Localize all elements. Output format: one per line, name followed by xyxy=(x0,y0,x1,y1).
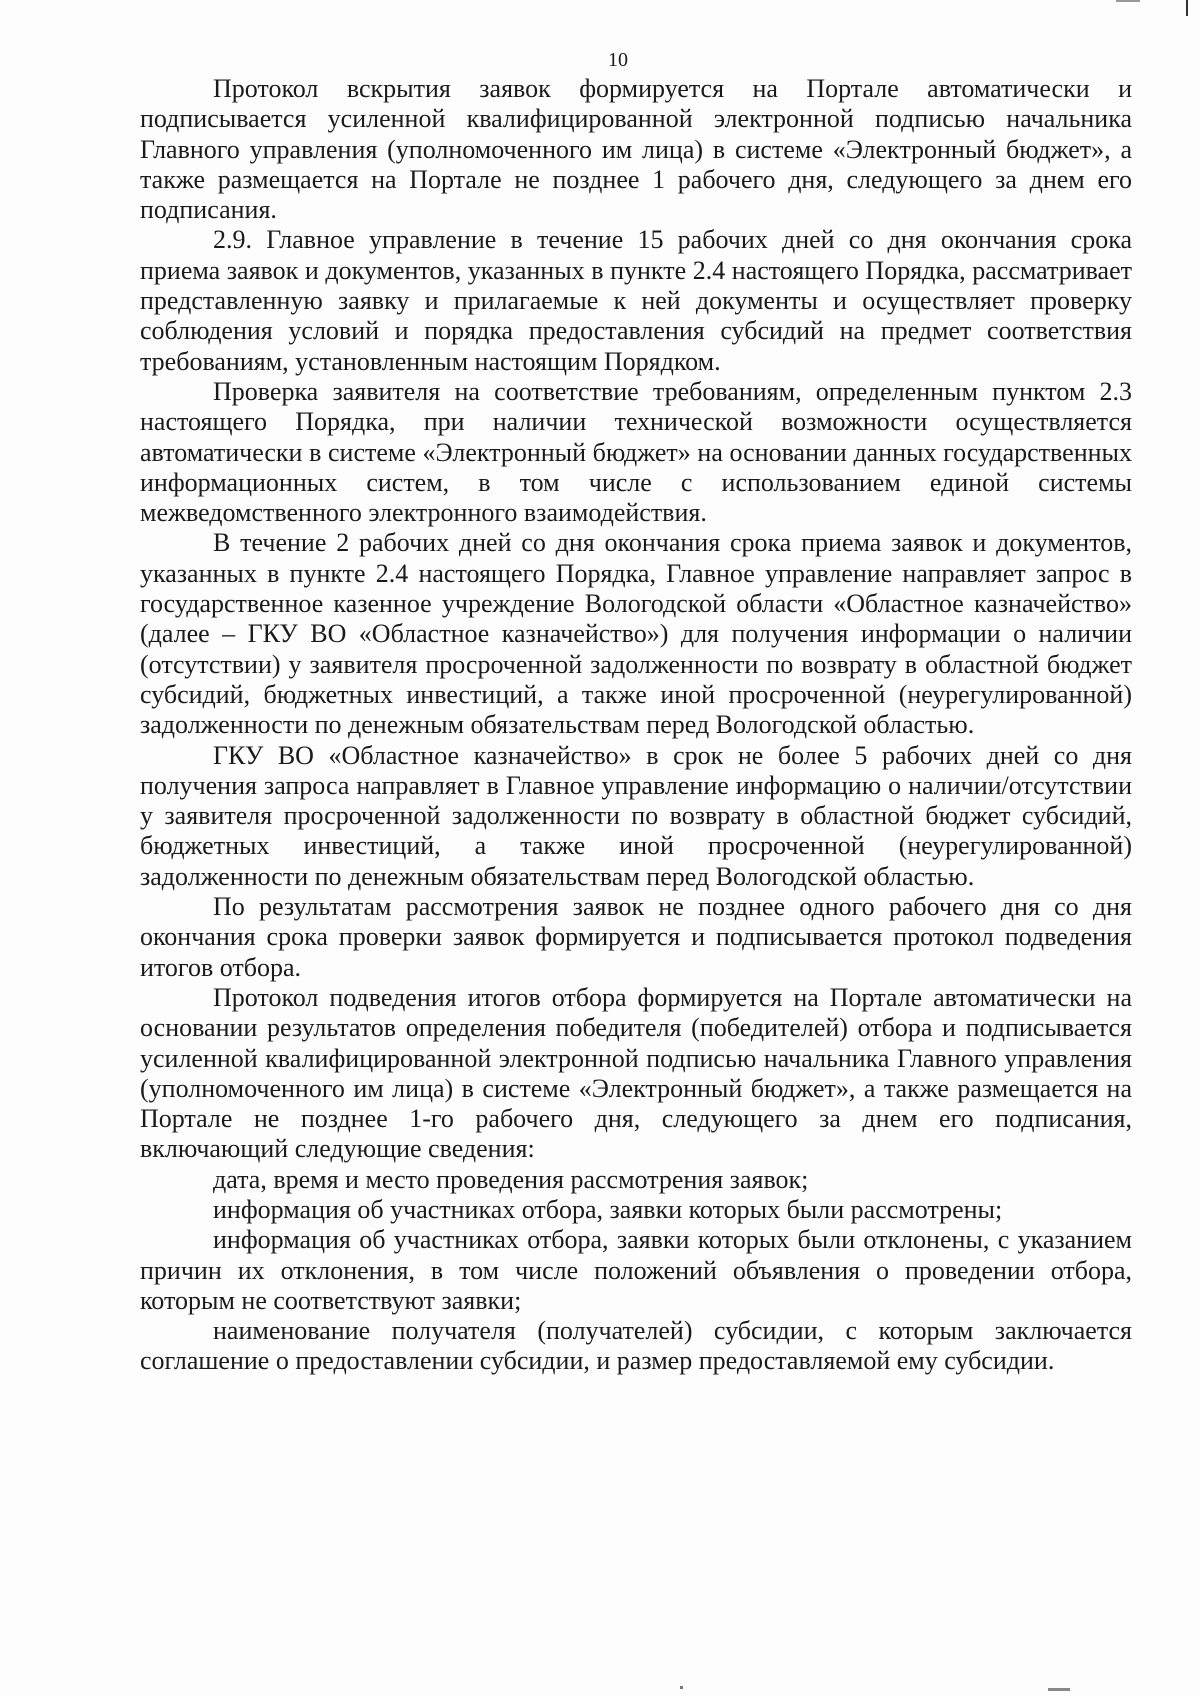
paragraph: Протокол вскрытия заявок формируется на Портале автоматически и подписывается усиленной квалифицированной электронной подписью начальника Главного управления (уполномоченного им лица) в системе «Электронный бюджет», а также размещается на Портале не позднее 1 рабочего дня, следующего за днем его подписания. xyxy=(140,74,1132,225)
list-item: информация об участниках отбора, заявки которых были отклонены, с указанием причин их отклонения, в том числе положений объявления о проведении отбора, которым не соответствуют заявки; xyxy=(140,1225,1132,1315)
list-item: информация об участниках отбора, заявки которых были рассмотрены; xyxy=(213,1194,1003,1224)
scan-artifact xyxy=(1116,0,1140,2)
scan-artifact xyxy=(1186,0,1188,16)
paragraph: 2.9. Главное управление в течение 15 рабочих дней со дня окончания срока приема заявок и документов, указанных в пункте 2.4 настоящего Порядка, рассматривает представленную заявку и прилагаемые к ней документы и осуществляет проверку соблюдения условий и порядка предоставления субсидий на предмет соответствия требованиям, установленным настоящим Порядком. xyxy=(140,225,1132,376)
scan-artifact xyxy=(1048,1688,1070,1691)
paragraph: Проверка заявителя на соответствие требованиям, определенным пунктом 2.3 настоящего Порядка, при наличии технической возможности осуществляется автоматически в системе «Электронный бюджет» на основании данных государственных информационных систем, в том числе с использованием единой системы межведомственного электронного взаимодействия. xyxy=(140,376,1132,528)
page-number: 10 xyxy=(608,49,628,71)
paragraph: По результатам рассмотрения заявок не позднее одного рабочего дня со дня окончания срока проверки заявок формируется и подписывается протокол подведения итогов отбора. xyxy=(140,892,1132,982)
paragraph: ГКУ ВО «Областное казначейство» в срок не более 5 рабочих дней со дня получения запроса направляет в Главное управление информацию о наличии/отсутствии у заявителя просроченной задолженности по возврату в областной бюджет субсидий, бюджетных инвестиций, а также иной просроченной (неурегулированной) задолженности по денежным обязательствам перед Вологодской областью. xyxy=(140,740,1132,891)
list-item: дата, время и место проведения рассмотрения заявок; xyxy=(213,1164,809,1194)
document-body xyxy=(140,74,1132,1377)
paragraph: Протокол подведения итогов отбора формируется на Портале автоматически на основании результатов определения победителя (победителей) отбора и подписывается усиленной квалифицированной электронной подписью начальника Главного управления (уполномоченного им лица) в системе «Электронный бюджет», а также размещается на Портале не позднее 1-го рабочего дня, следующего за днем его подписания, включающий следующие сведения: xyxy=(140,982,1132,1164)
list-item: наименование получателя (получателей) субсидии, с которым заключается соглашение о предоставлении субсидии, и размер предоставляемой ему субсидии. xyxy=(140,1316,1132,1376)
paragraph: В течение 2 рабочих дней со дня окончания срока приема заявок и документов, указанных в пункте 2.4 настоящего Порядка, Главное управление направляет запрос в государственное казенное учреждение Вологодской области «Областное казначейство» (далее – ГКУ ВО «Областное казначейство») для получения информации о наличии (отсутствии) у заявителя просроченной задолженности по возврату в областной бюджет субсидий, бюджетных инвестиций, а также иной просроченной (неурегулированной) задолженности по денежным обязательствам перед Вологодской областью. xyxy=(140,528,1132,740)
scan-artifact xyxy=(680,1686,683,1689)
